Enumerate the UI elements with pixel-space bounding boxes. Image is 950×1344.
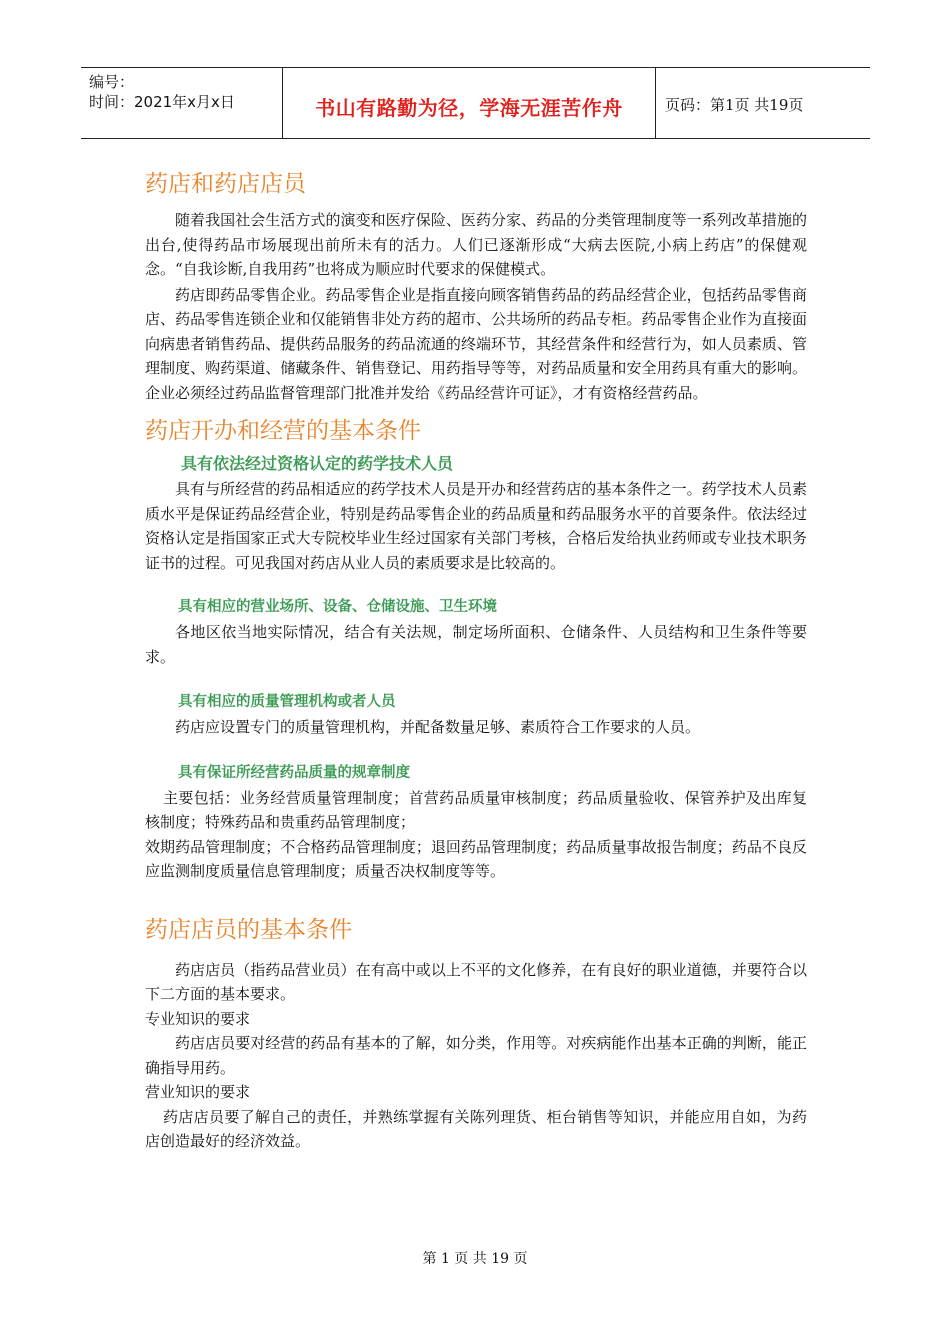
header-divider (655, 68, 656, 138)
subsection-title: 具有依法经过资格认定的药学技术人员 (181, 454, 454, 473)
page-footer: 第 1 页 共 19 页 (422, 1251, 528, 1267)
section-title: 药店店员的基本条件 (145, 916, 352, 943)
list-label: 营业知识的要求 (145, 1083, 251, 1101)
list-label: 专业知识的要求 (145, 1009, 251, 1028)
paragraph: 随着我国社会生活方式的演变和医疗保险、医药分家、药品的分类管理制度等一系列改革措施的出台,使得药品市场展现出前所未有的活力。人们已逐渐形成“大病去医院,小病上药店”的保健观念。“自我诊断,自我用药”也将成为顺应时代要求的保健模式。 (145, 211, 807, 278)
subsection-title: 具有保证所经营药品质量的规章制度 (178, 764, 410, 781)
paragraph: 药店即药品零售企业。药品零售企业是指直接向顾客销售药品的药品经营企业，包括药品零售商店、药品零售连锁企业和仅能销售非处方药的超市、公共场所的药品专柜。药品零售企业作为直接面向病患者销售药品、提供药品服务的药品流通的终端环节，其经营条件和经营行为，如人员素质、管理制度、购药渠道、储藏条件、销售登记、用药指导等等，对药品质量和安全用药具有重大的影响。企业必须经过药品监督管理部门批准并发给《药品经营许可证》，才有资格经营药品。 (145, 285, 807, 402)
paragraph: 效期药品管理制度；不合格药品管理制度；退回药品管理制度；药品质量事故报告制度；药品不良反应监测制度质量信息管理制度；质量否决权制度等等。 (145, 837, 807, 880)
document-header (81, 67, 870, 139)
number-label: 编号： (89, 73, 135, 91)
section-title: 药店开办和经营的基本条件 (145, 418, 421, 444)
paragraph: 药店应设置专门的质量管理机构，并配备数量足够、素质符合工作要求的人员。 (175, 718, 701, 736)
header-page-info: 页码：第1页 共19页 (665, 96, 804, 114)
paragraph: 药店店员要对经营的药品有基本的了解，如分类，作用等。对疾病能作出基本正确的判断，能正确指导用药。 (145, 1034, 807, 1077)
paragraph: 药店店员要了解自己的责任，并熟练掌握有关陈列理货、柜台销售等知识，并能应用自如，为药店创造最好的经济效益。 (145, 1107, 807, 1150)
paragraph: 具有与所经营的药品相适应的药学技术人员是开办和经营药店的基本条件之一。药学技术人员素质水平是保证药品经营企业，特别是药品零售企业的药品质量和药品服务水平的首要条件。依法经过资格认定是指国家正式大专院校毕业生经过国家有关部门考核，合格后发给执业药师或专业技术职务证书的过程。可见我国对药店从业人员的素质要求是比较高的。 (145, 480, 807, 572)
section-title: 药店和药店店员 (145, 171, 306, 197)
subsection-title: 具有相应的质量管理机构或者人员 (178, 694, 396, 710)
time-label: 时间：2021年x月x日 (89, 93, 235, 111)
header-meta (89, 72, 235, 112)
document-body (145, 166, 807, 1154)
subsection-title: 具有相应的营业场所、设备、仓储设施、卫生环境 (178, 599, 497, 615)
header-motto: 书山有路勤为径，学海无涯苦作舟 (315, 96, 623, 120)
paragraph: 主要包括：业务经营质量管理制度；首营药品质量审核制度；药品质量验收、保管养护及出库复核制度；特殊药品和贵重药品管理制度； (145, 788, 807, 831)
paragraph: 各地区依当地实际情况，结合有关法规，制定场所面积、仓储条件、人员结构和卫生条件等要求。 (145, 623, 807, 666)
paragraph: 药店店员（指药品营业员）在有高中或以上不平的文化修养，在有良好的职业道德，并要符合以下二方面的基本要求。 (145, 960, 807, 1003)
